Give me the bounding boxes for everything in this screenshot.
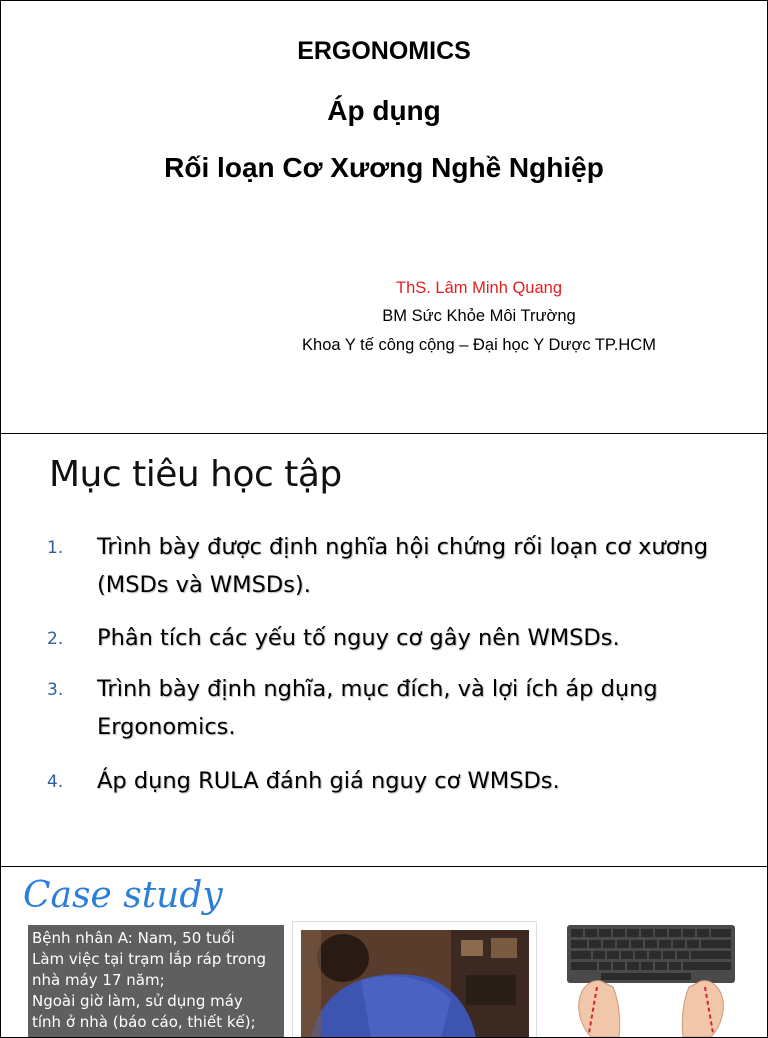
worker-photo-illustration	[301, 930, 529, 1038]
slide-title-line-2: Áp dụng	[327, 95, 441, 126]
patient-line: tính ở nhà (báo cáo, thiết kế);	[32, 1013, 256, 1031]
objectives-slide	[0, 433, 768, 867]
objective-line: (MSDs và WMSDs).	[97, 572, 311, 598]
objective-number: 3.	[47, 680, 64, 700]
objective-line: Phân tích các yếu tố nguy cơ gây nên WMSDs.	[97, 625, 620, 651]
author-faculty: Khoa Y tế công cộng – Đại học Y Dược TP.HCM	[302, 336, 656, 354]
author-department: BM Sức Khỏe Môi Trường	[382, 307, 576, 325]
objectives-title: Mục tiêu học tập	[49, 454, 342, 495]
keyboard-illustration	[561, 921, 741, 1037]
objective-line: Trình bày định nghĩa, mục đích, và lợi ích áp dụng	[97, 676, 658, 702]
author-name: ThS. Lâm Minh Quang	[396, 279, 562, 297]
slide-title-line-3: Rối loạn Cơ Xương Nghề Nghiệp	[164, 152, 604, 183]
patient-line: Làm việc tại trạm lắp ráp trong	[32, 950, 267, 968]
patient-line: Ngoài giờ làm, sử dụng máy	[32, 992, 243, 1010]
worker-photo	[292, 921, 537, 1038]
case-study-slide	[0, 866, 768, 1038]
patient-line: nhà máy 17 năm;	[32, 971, 165, 989]
keyboard-hands-icon	[561, 921, 741, 1037]
objective-line: Áp dụng RULA đánh giá nguy cơ WMSDs.	[97, 768, 560, 794]
objective-line: Trình bày được định nghĩa hội chứng rối loạn cơ xương	[97, 534, 709, 560]
case-study-title: Case study	[23, 875, 223, 916]
patient-line: Bệnh nhân A: Nam, 50 tuổi	[32, 929, 235, 947]
slide-title-line-1: ERGONOMICS	[297, 37, 471, 65]
title-slide	[0, 0, 768, 434]
patient-info-box	[28, 925, 284, 1037]
objective-number: 2.	[47, 629, 64, 649]
objective-line: Ergonomics.	[97, 714, 236, 740]
objective-number: 1.	[47, 538, 64, 558]
objective-number: 4.	[47, 772, 64, 792]
